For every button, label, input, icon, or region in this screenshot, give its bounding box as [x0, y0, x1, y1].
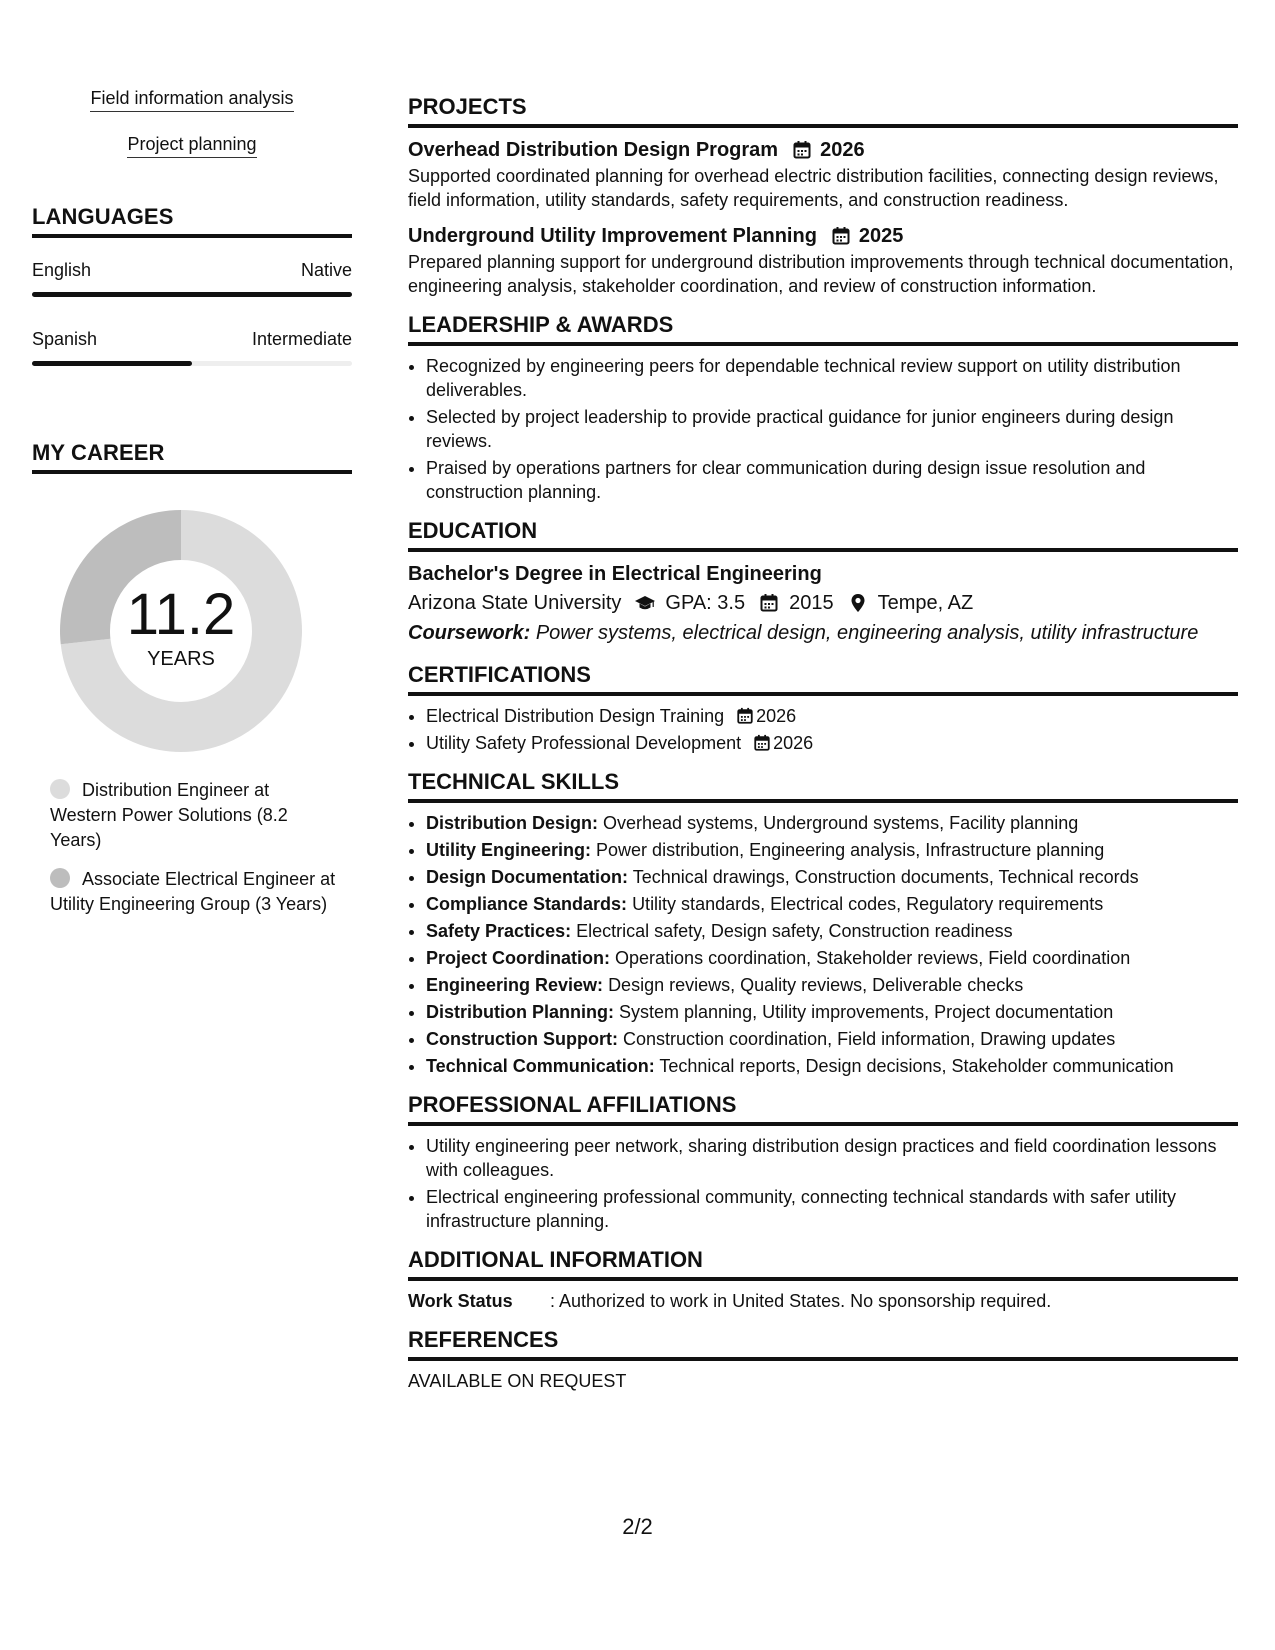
- skill-label: Distribution Planning:: [426, 1002, 614, 1022]
- language-item: [32, 258, 352, 297]
- skill-label: Distribution Design:: [426, 813, 598, 833]
- coursework-label: Coursework:: [408, 622, 531, 644]
- language-proficiency-fill: [32, 292, 352, 297]
- certification-name: • Electrical Distribution Design Training: [426, 706, 725, 726]
- career-legend: [50, 778, 340, 917]
- work-status-value: : Authorized to work in United States. No sponsorship required.: [550, 1291, 1052, 1311]
- calendar-icon: [753, 734, 771, 752]
- education-gpa: GPA: 3.5: [665, 592, 746, 614]
- language-proficiency-bar: [32, 292, 352, 297]
- language-item: [32, 327, 352, 366]
- list-item: [426, 838, 1238, 862]
- section-title: REFERENCES: [408, 1327, 1238, 1361]
- technical-skills-list: [408, 811, 1238, 1078]
- education-year: 2015: [789, 592, 834, 614]
- section-title: CERTIFICATIONS: [408, 662, 1238, 696]
- affiliations-list: [408, 1134, 1238, 1233]
- skill-value: Construction coordination, Field information, Drawing updates: [623, 1029, 1116, 1049]
- list-item: • Praised by operations partners for clear communication during design issue resolution and construction planning.: [426, 456, 1238, 504]
- projects-section: [408, 94, 1238, 298]
- leadership-list: [408, 354, 1238, 504]
- list-item: • Recognized by engineering peers for dependable technical review support on utility distribution deliverables.: [426, 354, 1238, 402]
- list-item: [426, 1054, 1238, 1078]
- language-level: Native: [300, 260, 352, 280]
- certifications-section: [408, 662, 1238, 755]
- education-location: Tempe, AZ: [877, 592, 974, 614]
- language-proficiency-fill: [32, 361, 192, 366]
- section-title: TECHNICAL SKILLS: [408, 769, 1238, 803]
- career-legend-label: Distribution Engineer at Western Power Solutions (8.2 Years): [50, 780, 288, 850]
- main-content: [408, 94, 1238, 1407]
- page-number: 2/2: [622, 1514, 653, 1539]
- project-year: 2026: [820, 139, 865, 161]
- project-name: Underground Utility Improvement Planning: [408, 225, 817, 247]
- project-year: 2025: [858, 225, 904, 247]
- skill-label: Safety Practices:: [426, 921, 572, 941]
- legend-dot-icon: [50, 868, 70, 888]
- skill-label: Project Coordination:: [426, 948, 610, 968]
- skill-label: Design Documentation:: [426, 867, 629, 887]
- affiliations-section: [408, 1092, 1238, 1233]
- list-item: [426, 973, 1238, 997]
- leadership-section: [408, 312, 1238, 504]
- list-item: • Electrical engineering professional community, connecting technical standards with safer utility infrastructure planning.: [426, 1185, 1238, 1233]
- career-legend-item: [50, 867, 340, 917]
- section-title: EDUCATION: [408, 518, 1238, 552]
- skill-label: Technical Communication:: [426, 1056, 655, 1076]
- skill-label: Construction Support:: [426, 1029, 618, 1049]
- certification-year: 2026: [756, 706, 797, 726]
- skill-tag: [32, 132, 352, 158]
- list-item: [426, 731, 1238, 755]
- calendar-icon: [736, 707, 754, 725]
- sidebar: [32, 86, 352, 931]
- education-degree: Bachelor's Degree in Electrical Engineering: [408, 563, 822, 585]
- skill-value: Technical reports, Design decisions, Stakeholder communication: [659, 1056, 1174, 1076]
- language-level: Intermediate: [251, 329, 352, 349]
- list-item: [426, 865, 1238, 889]
- coursework-text: Power systems, electrical design, engineering analysis, utility infrastructure: [535, 622, 1199, 644]
- career-title: MY CAREER: [32, 440, 352, 474]
- skill-tag-label: Field information analysis: [90, 86, 293, 112]
- skill-tag: [32, 86, 352, 112]
- project-title: [408, 222, 1238, 250]
- location-pin-icon: [848, 593, 868, 613]
- project-description: Supported coordinated planning for overhead electric distribution facilities, connecting design reviews, field information, utility standards, safety requirements, and construction readiness.: [408, 166, 1219, 210]
- education-section: [408, 518, 1238, 648]
- calendar-icon: [831, 226, 851, 246]
- references-text: AVAILABLE ON REQUEST: [408, 1371, 627, 1391]
- list-item: [426, 946, 1238, 970]
- languages-title: LANGUAGES: [32, 204, 352, 238]
- work-status-row: [408, 1289, 1238, 1313]
- calendar-icon: [792, 140, 812, 160]
- skill-label: Utility Engineering:: [426, 840, 592, 860]
- language-name: Spanish: [32, 329, 98, 349]
- skill-value: Overhead systems, Underground systems, Facility planning: [603, 813, 1079, 833]
- career-legend-label: Associate Electrical Engineer at Utility Engineering Group (3 Years): [50, 869, 336, 914]
- skill-value: Electrical safety, Design safety, Construction readiness: [576, 921, 1013, 941]
- list-item: [426, 919, 1238, 943]
- project-name: Overhead Distribution Design Program: [408, 139, 779, 161]
- career-total-years: 11.2: [126, 582, 236, 647]
- languages-section: [32, 204, 352, 366]
- skill-label: Engineering Review:: [426, 975, 604, 995]
- career-total-unit: YEARS: [147, 648, 215, 670]
- list-item: [426, 892, 1238, 916]
- additional-info-section: [408, 1247, 1238, 1313]
- career-section: [32, 440, 352, 917]
- legend-dot-icon: [50, 779, 70, 799]
- skill-value: Utility standards, Electrical codes, Regulatory requirements: [632, 894, 1104, 914]
- list-item: [426, 1027, 1238, 1051]
- list-item: [426, 1000, 1238, 1024]
- technical-skills-section: [408, 769, 1238, 1078]
- list-item: [426, 811, 1238, 835]
- donut-center: [56, 506, 306, 756]
- section-title: PROFESSIONAL AFFILIATIONS: [408, 1092, 1238, 1126]
- skill-value: Technical drawings, Construction documents, Technical records: [632, 867, 1139, 887]
- certifications-list: [408, 704, 1238, 755]
- education-school: Arizona State University: [408, 592, 622, 614]
- project-title: [408, 136, 1238, 164]
- graduation-cap-icon: [635, 593, 655, 613]
- skill-value: Power distribution, Engineering analysis, Infrastructure planning: [596, 840, 1105, 860]
- list-item: • Selected by project leadership to provide practical guidance for junior engineers during design reviews.: [426, 405, 1238, 453]
- language-proficiency-bar: [32, 361, 352, 366]
- education-meta: [408, 588, 1238, 618]
- skill-value: Operations coordination, Stakeholder reviews, Field coordination: [615, 948, 1131, 968]
- language-name: English: [32, 260, 92, 280]
- certification-year: 2026: [773, 733, 814, 753]
- calendar-icon: [759, 593, 779, 613]
- section-title: LEADERSHIP & AWARDS: [408, 312, 1238, 346]
- list-item: • Utility engineering peer network, sharing distribution design practices and field coordination lessons with colleagues.: [426, 1134, 1238, 1182]
- section-title: PROJECTS: [408, 94, 1238, 128]
- skill-value: Design reviews, Quality reviews, Deliverable checks: [608, 975, 1024, 995]
- education-coursework: [408, 618, 1238, 648]
- project-description: Prepared planning support for underground distribution improvements through technical documentation, engineering analysis, stakeholder coordination, and review of construction information.: [408, 252, 1234, 296]
- work-status-label: Work Status: [408, 1291, 513, 1311]
- references-section: [408, 1327, 1238, 1393]
- career-donut-chart: [56, 506, 306, 756]
- career-legend-item: [50, 778, 340, 853]
- skill-tag-label: Project planning: [127, 132, 256, 158]
- certification-name: • Utility Safety Professional Development: [426, 733, 742, 753]
- skill-label: Compliance Standards:: [426, 894, 628, 914]
- list-item: [426, 704, 1238, 728]
- section-title: ADDITIONAL INFORMATION: [408, 1247, 1238, 1281]
- skill-value: System planning, Utility improvements, Project documentation: [619, 1002, 1114, 1022]
